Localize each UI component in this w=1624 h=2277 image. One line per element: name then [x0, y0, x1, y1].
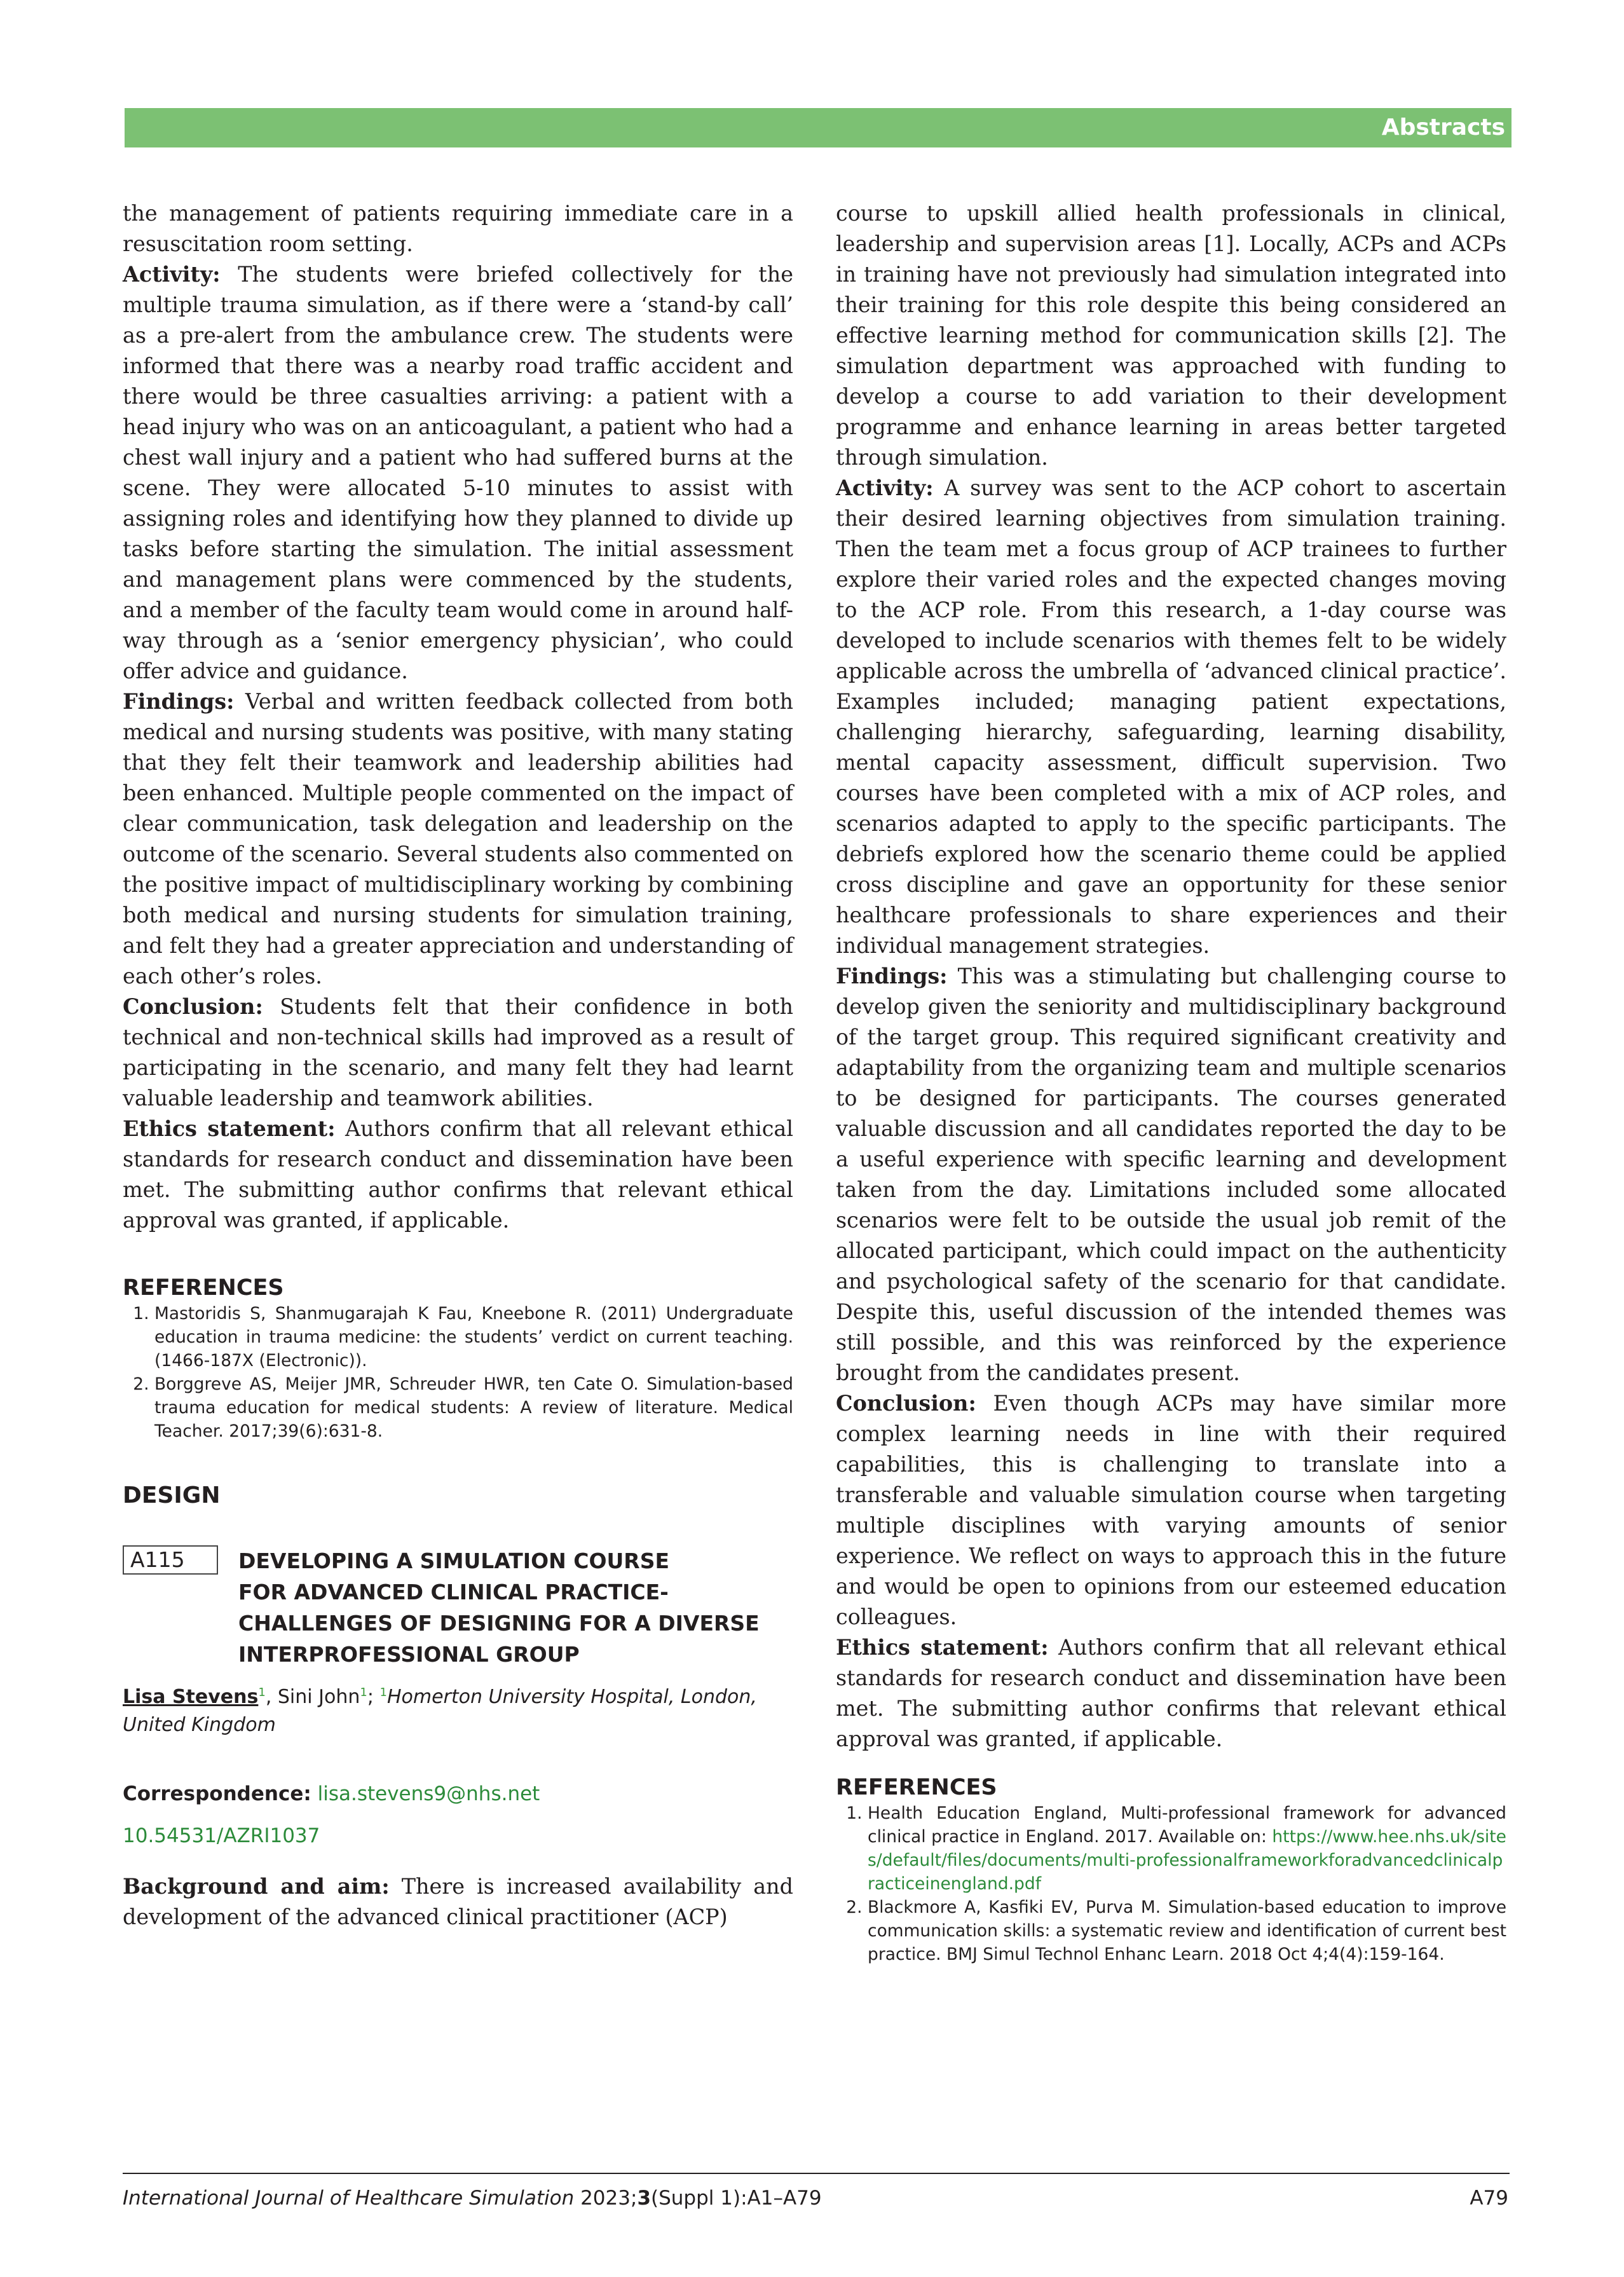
author-line [123, 1679, 793, 1739]
affiliation-marker: 1 [258, 1686, 266, 1699]
findings-text: This was a stimulating but challenging course to develop given the seniority and multidisciplinary background of the target group. This required significant creativity and adaptability from the organizing team and multiple scenarios to be designed for participants. The courses generated valuable discussion and all candidates reported the day to be a useful experience with specific learning and development taken from the day. Limitations included some allocated scenarios were felt to be outside the usual job remit of the allocated participant, which could impact on the authenticity and psychological safety of the scenario for that candidate. Despite this, useful discussion of the intended themes was still possible, and this was reinforced by the experience brought from the candidates present. [836, 964, 1506, 1385]
left-continuation [123, 198, 793, 259]
journal-name: International Journal of Healthcare Simulation [123, 2187, 575, 2210]
affiliation: Homerton University Hospital, London, United Kingdom [123, 1686, 757, 1736]
continuation-text: course to upskill allied health professionals in clinical, leadership and supervision areas [1]. Locally, ACPs and ACPs in training have not previously had simulation integrated into their training for this role despite this being considered an effective learning method for communication skills [2]. The simulation department was approached with funding to develop a course to add variation to their development programme and enhance learning in areas better targeted through simulation. [836, 201, 1506, 470]
reference-item: 2. Blackmore A, Kasfiki EV, Purva M. Simulation-based education to improve communication skills: a systematic review and identification of current best practice. BMJ Simul Technol Enhanc Learn. 2018 Oct 4;4(4):159-164. [868, 1896, 1506, 1966]
ethics-label: Ethics statement: [836, 1635, 1049, 1660]
background-label: Background and aim: [123, 1874, 390, 1899]
reference-link[interactable]: https://www.hee.nhs.uk/sites/default/files/documents/multi-professionalframeworkforadvancedclinicalpracticeinengland.pdf [868, 1827, 1506, 1894]
affiliation-marker: 1 [360, 1686, 367, 1699]
activity-text: The students were briefed collectively for the multiple trauma simulation, as if there were a ‘stand-by call’ as a pre-alert from the ambulance crew. The students were informed that there was a nearby road traffic accident and there would be three casualties arriving: a patient with a head injury who was on an anticoagulant, a patient who had a chest wall injury and a patient who had suffered burns at the scene. They were allocated 5-10 minutes to assist with assigning roles and identifying how they planned to divide up tasks before starting the simulation. The initial assessment and management plans were commenced by the students, and a member of the faculty team would come in around half-way through as a ‘senior emergency physician’, who could offer advice and guidance. [123, 262, 793, 683]
conclusion-text: Even though ACPs may have similar more complex learning needs in line with their required capabilities, this is challenging to translate into a transferable and valuable simulation course when targeting multiple disciplines with varying amounts of senior experience. We reflect on ways to approach this in the future and would be open to opinions from our esteemed education colleagues. [836, 1391, 1506, 1629]
conclusion-text: Students felt that their confidence in both technical and non-technical skills had improved as a result of participating in the scenario, and many felt they had learnt valuable leadership and teamwork abilities. [123, 994, 793, 1111]
abstract-title: DEVELOPING A SIMULATION COURSE FOR ADVANCED CLINICAL PRACTICE- CHALLENGES OF DESIGNING FOR A DIVERSE INTERPROFESSIONAL GROUP [238, 1549, 760, 1667]
ethics-paragraph [123, 1114, 793, 1236]
ethics-text: Authors confirm that all relevant ethical standards for research conduct and dissemination have been met. The submitting author confirms that relevant ethical approval was granted, if applicable. [123, 1116, 794, 1233]
footer-volume: 3 [637, 2187, 652, 2210]
correspondence-label: Correspondence: [123, 1782, 311, 1805]
reference-text: Health Education England, Multi-professional framework for advanced clinical practice in England. 2017. Available on: [868, 1803, 1506, 1847]
references-list [836, 1802, 1506, 1966]
doi-link[interactable]: 10.54531/AZRI1037 [123, 1824, 320, 1847]
conclusion-label: Conclusion: [123, 994, 263, 1019]
conclusion-label: Conclusion: [836, 1391, 976, 1416]
section-header-bar [125, 108, 1511, 147]
activity-paragraph [836, 473, 1506, 961]
footer-year: 2023; [574, 2187, 638, 2210]
conclusion-paragraph [123, 992, 793, 1114]
findings-label: Findings: [836, 964, 948, 988]
correspondence-line [123, 1780, 793, 1808]
reference-item: 2. Borggreve AS, Meijer JMR, Schreuder HWR, ten Cate O. Simulation-based trauma education for medical students: A review of literature. Medical Teacher. 2017;39(6):631-8. [154, 1372, 793, 1443]
ethics-label: Ethics statement: [123, 1116, 336, 1141]
coauthor: , Sini John [265, 1686, 360, 1708]
findings-paragraph [836, 961, 1506, 1388]
right-column [836, 198, 1506, 1966]
ethics-paragraph [836, 1632, 1506, 1754]
reference-item: 1. Mastoridis S, Shanmugarajah K Fau, Kneebone R. (2011) Undergraduate education in trauma medicine: the students’ verdict on current teaching. (1466-187X (Electronic)). [154, 1302, 793, 1372]
lead-author[interactable]: Lisa Stevens [123, 1686, 259, 1708]
affiliation-marker: 1 [379, 1686, 387, 1699]
findings-paragraph [123, 687, 793, 992]
abstract-heading [123, 1545, 793, 1670]
background-text: There is increased availability and development of the advanced clinical practitioner (ACP) [123, 1874, 793, 1929]
abstract-id: A115 [123, 1545, 218, 1575]
footer-rule [123, 2173, 1510, 2174]
correspondence-email-link[interactable]: lisa.stevens9@nhs.net [317, 1782, 540, 1805]
activity-label: Activity: [836, 475, 934, 500]
footer-citation [123, 2184, 822, 2212]
reference-item [868, 1802, 1506, 1896]
ethics-text: Authors confirm that all relevant ethical standards for research conduct and dissemination have been met. The submitting author confirms that relevant ethical approval was granted, if applicable. [836, 1635, 1507, 1751]
findings-label: Findings: [123, 689, 235, 714]
references-list [123, 1302, 793, 1443]
section-title: DESIGN [123, 1482, 221, 1508]
references-heading: REFERENCES [123, 1275, 284, 1301]
left-column [123, 198, 793, 1932]
section-label: Abstracts [1381, 114, 1505, 140]
page-number: A79 [1470, 2187, 1508, 2210]
continuation-text: the management of patients requiring immediate care in a resuscitation room setting. [123, 201, 793, 256]
right-continuation [836, 198, 1506, 473]
activity-label: Activity: [123, 262, 221, 287]
conclusion-paragraph [836, 1388, 1506, 1632]
activity-paragraph [123, 259, 793, 687]
footer-issue: (Suppl 1):A1–A79 [651, 2187, 822, 2210]
references-heading: REFERENCES [836, 1775, 997, 1800]
separator: ; [367, 1686, 380, 1708]
background-paragraph [123, 1871, 793, 1932]
activity-text: A survey was sent to the ACP cohort to ascertain their desired learning objectives from simulation training. Then the team met a focus group of ACP trainees to further explore their varied roles and the expected changes moving to the ACP role. From this research, a 1-day course was developed to include scenarios with themes felt to be widely applicable across the umbrella of ‘advanced clinical practice’. Examples included; managing patient expectations, challenging hierarchy, safeguarding, learning disability, mental capacity assessment, difficult supervision. Two courses have been completed with a mix of ACP roles, and scenarios adapted to apply to the specific participants. The debriefs explored how the scenario theme could be applied cross discipline and gave an opportunity for these senior healthcare professionals to share experiences and their individual management strategies. [836, 475, 1506, 958]
findings-text: Verbal and written feedback collected from both medical and nursing students was positive, with many stating that they felt their teamwork and leadership abilities had been enhanced. Multiple people commented on the impact of clear communication, task delegation and leadership on the outcome of the scenario. Several students also commented on the positive impact of multidisciplinary working by combining both medical and nursing students for simulation training, and felt they had a greater appreciation and understanding of each other’s roles. [123, 689, 793, 988]
